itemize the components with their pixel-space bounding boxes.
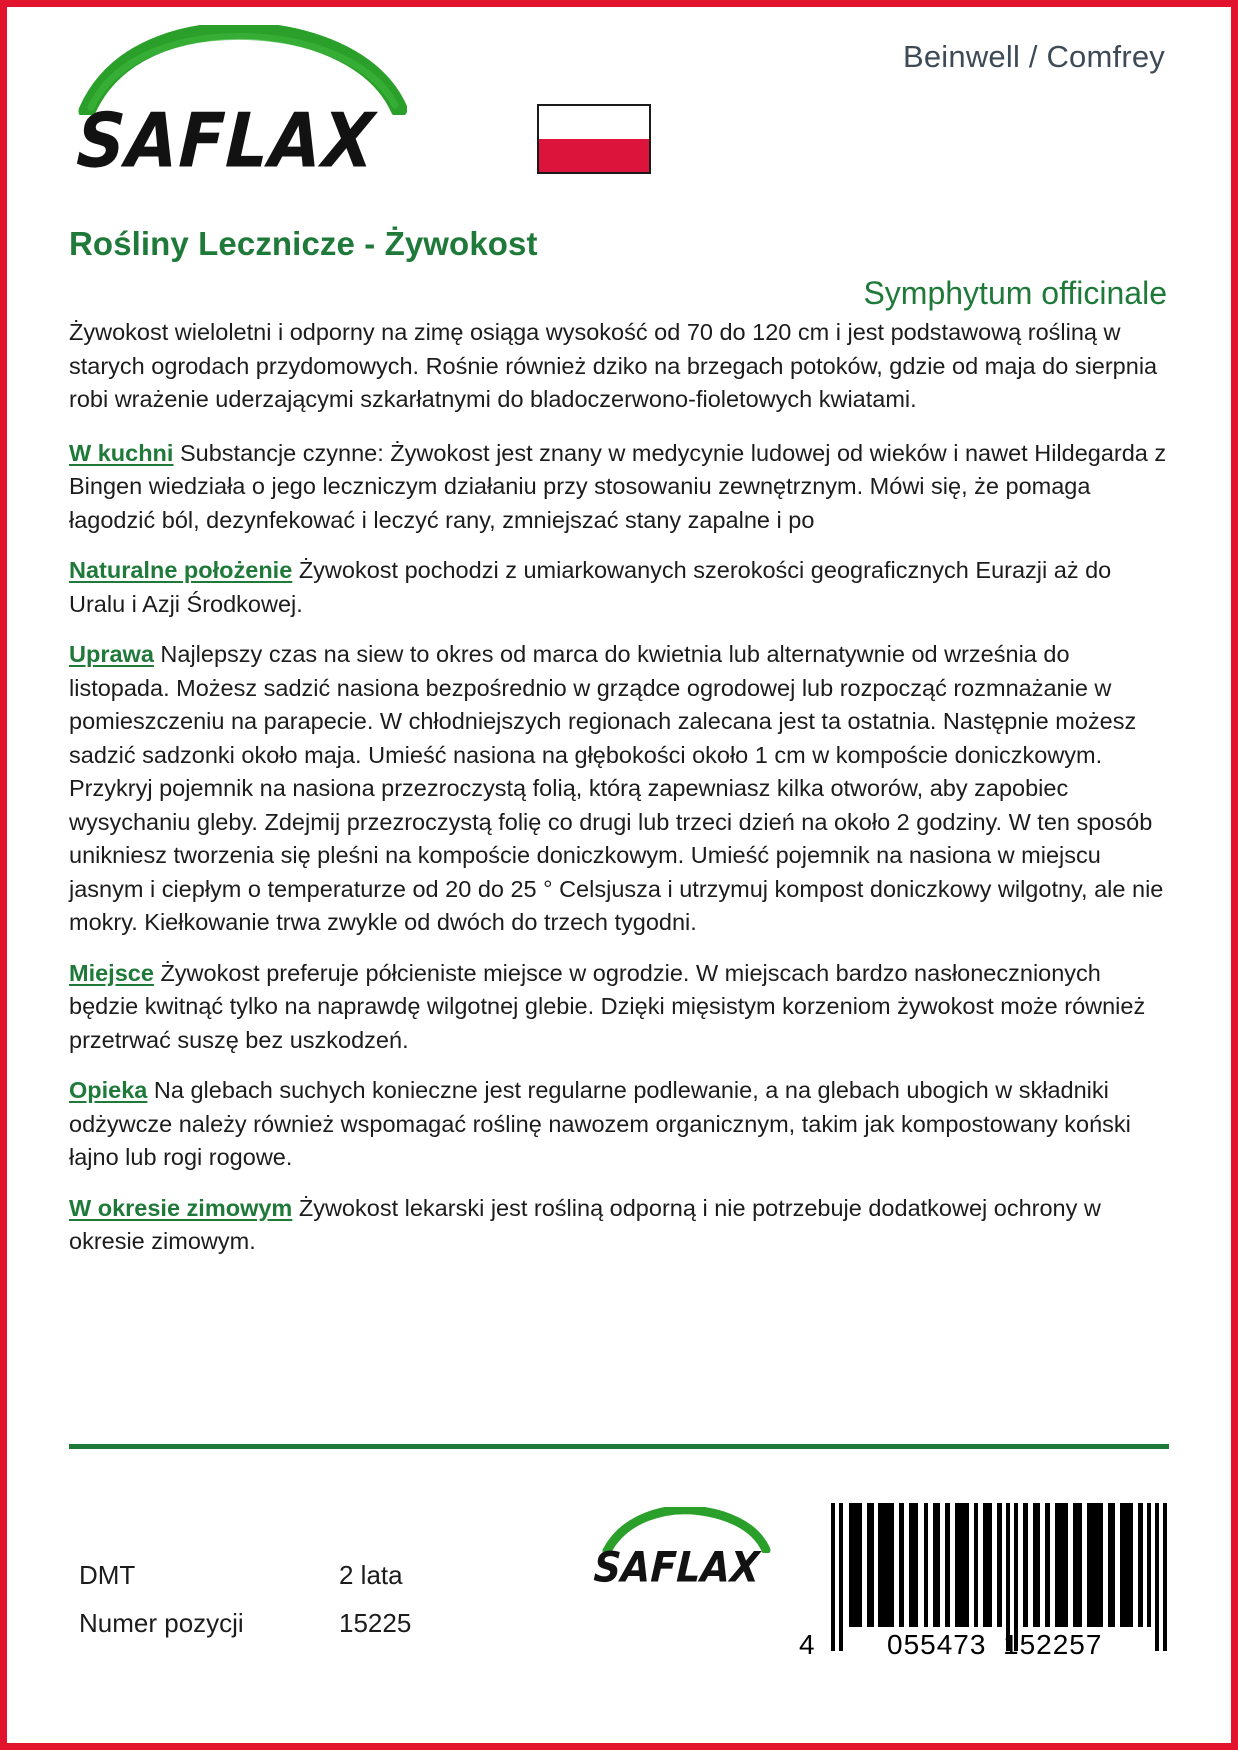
section-paragraph <box>69 1192 1169 1259</box>
section-lead: Uprawa <box>69 641 154 667</box>
section-body: Na glebach suchych konieczne jest regularne podlewanie, a na glebach ubogich w składniki odżywcze należy również wspomagać roślinę nawozem organicznym, takim jak kompostowany koński łajno lub rogi rogowe. <box>69 1077 1131 1170</box>
latin-name: Symphytum officinale <box>863 275 1167 311</box>
meta-row <box>79 1551 411 1599</box>
footer-divider <box>69 1444 1169 1449</box>
section-lead: Miejsce <box>69 959 154 986</box>
barcode-lead-digit: 4 <box>799 1629 816 1660</box>
barcode-right-group: 152257 <box>1003 1629 1103 1660</box>
saflax-logo-footer <box>592 1507 775 1603</box>
page-title: Rośliny Lecznicze - Żywokost <box>69 225 538 262</box>
section-paragraph <box>69 638 1169 940</box>
barcode-bars <box>831 1503 1161 1627</box>
packet-footer <box>69 1477 1169 1692</box>
section-body: Najlepszy czas na siew to okres od marca do kwietnia lub alternatywnie od września do listopada. Możesz sadzić nasiona bezpośrednio w grządce ogrodowej lub rozpocząć rozmnażanie w pomieszczeniu na parapecie. W chłodniejszych regionach zalecana jest ta ostatnia. Następnie możesz sadzić sadzonki około maja. Umieść nasiona na głębokości około 1 cm w kompoście doniczkowym. Przykryj pojemnik na nasiona przezroczystą folią, którą zapewniasz kilka otworów, aby zapobiec wysychaniu gleby. Zdejmij przezroczystą folię co drugi lub trzeci dzień na około 2 godziny. W ten sposób unikniesz tworzenia się pleśni na kompoście doniczkowym. Umieść pojemnik na nasiona w miejscu jasnym i ciepłym o temperaturze od 20 do 25 ° Celsjusza i utrzymuj kompost doniczkowy wilgotny, ale nie mokry. Kiełkowanie trwa zwykle od dwóch do trzech tygodni. <box>69 641 1164 935</box>
meta-label: Numer pozycji <box>79 1608 244 1638</box>
meta-row <box>79 1599 411 1647</box>
section-lead: W okresie zimowym <box>69 1194 293 1221</box>
section-body: Żywokost preferuje półcieniste miejsce w ogrodzie. W miejscach bardzo nasłonecznionych będzie kwitnąć tylko na naprawdę wilgotnej glebie. Dzięki mięsistym korzeniom żywokost może również przetrwać suszę bez uszkodzeń. <box>69 959 1146 1053</box>
section-paragraph <box>69 554 1169 621</box>
section-paragraph <box>69 957 1169 1058</box>
meta-value: 15225 <box>339 1608 412 1638</box>
section-body: Żywokost lekarski jest rośliną odporną i nie potrzebuje dodatkowej ochrony w okresie zimowym. <box>69 1194 1101 1254</box>
section-paragraph <box>69 1074 1169 1175</box>
title-block <box>69 225 1169 312</box>
barcode <box>791 1499 1176 1667</box>
meta-label: DMT <box>79 1560 136 1590</box>
meta-value: 2 lata <box>339 1560 403 1590</box>
product-meta <box>79 1551 411 1647</box>
flag-stripe-red <box>539 139 649 172</box>
packet-header <box>69 7 1169 197</box>
poland-flag-icon <box>537 104 651 174</box>
section-body: Substancje czynne: Żywokost jest znany w medycynie ludowej od wieków i nawet Hildegarda z Bingen wiedziała o jego leczniczym działaniu przy stosowaniu zewnętrznym. Mówi się, że pomaga łagodzić ból, dezynfekować i leczyć rany, zmniejszać stany zapalne i po <box>69 439 1167 533</box>
barcode-numbers <box>791 1629 1176 1663</box>
section-paragraph <box>69 437 1169 538</box>
section-lead: W kuchni <box>69 439 174 466</box>
intro-paragraph: Żywokost wieloletni i odporny na zimę osiąga wysokość od 70 do 120 cm i jest podstawową rośliną w starych ogrodach przydomowych. Rośnie również dziko na brzegach potoków, gdzie od maja do sierpnia robi wrażenie uderzającymi szkarłatnymi do bladoczerwono-fioletowych kwiatami. <box>69 319 1158 412</box>
barcode-left-group: 055473 <box>887 1629 987 1660</box>
saflax-logo <box>74 25 407 185</box>
section-lead: Naturalne położenie <box>69 557 293 583</box>
common-name-label: Beinwell / Comfrey <box>902 39 1165 74</box>
saflax-wordmark: SAFLAX <box>74 97 378 185</box>
flag-stripe-white <box>539 106 649 139</box>
section-lead: Opieka <box>69 1077 148 1103</box>
saflax-wordmark-footer: SAFLAX <box>592 1543 761 1592</box>
section-body: Żywokost pochodzi z umiarkowanych szerokości geograficznych Eurazji aż do Uralu i Azji Środkowej. <box>69 557 1112 617</box>
